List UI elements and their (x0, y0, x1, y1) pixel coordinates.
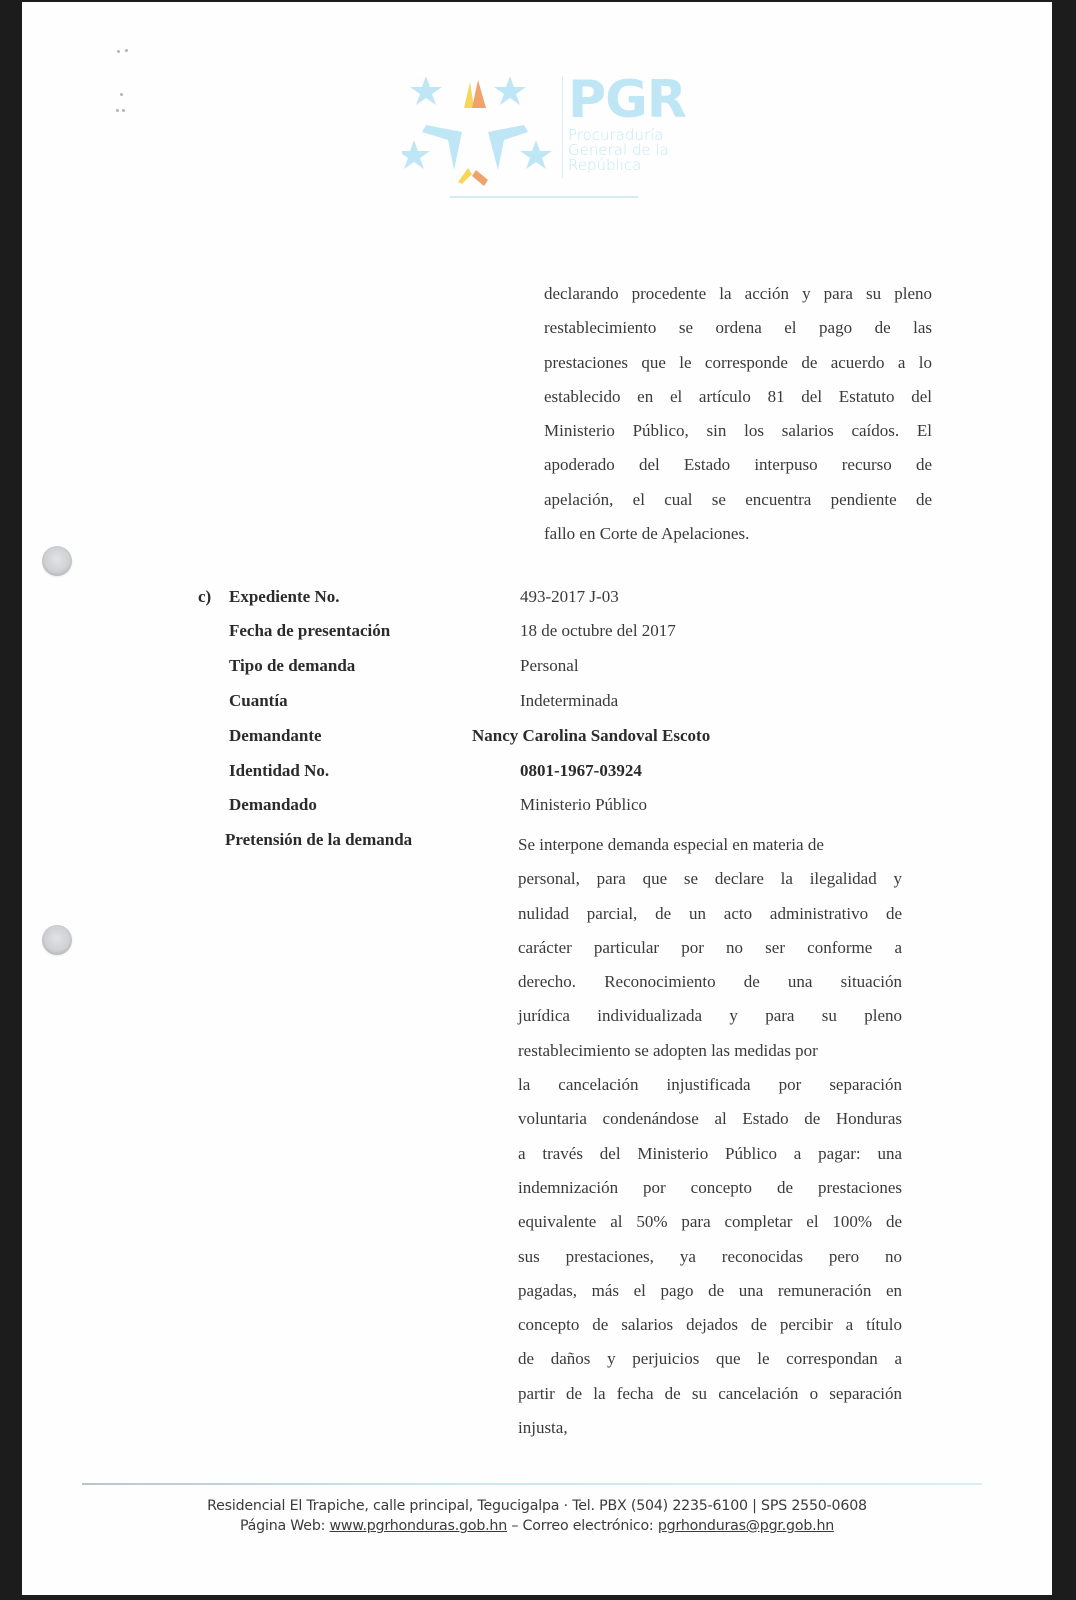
case-row-cuantia (0, 689, 1030, 713)
field-value: 18 de octubre del 2017 (520, 621, 676, 640)
field-label: Tipo de demanda (229, 656, 356, 675)
pgr-logo (402, 70, 722, 220)
field-label: Identidad No. (229, 761, 330, 780)
case-row-expediente (0, 585, 1030, 609)
punch-hole-bottom (42, 925, 72, 955)
case-row-identidad (0, 759, 1030, 783)
logo-divider (562, 76, 563, 178)
field-label: Expediente No. (229, 587, 340, 606)
star-emblem-icon (402, 70, 562, 200)
case-row-fecha (0, 619, 1030, 643)
field-value: Ministerio Público (520, 795, 648, 814)
footer-contact: Página Web: www.pgrhonduras.gob.hn – Correo electrónico: pgrhonduras@pgr.gob.hn (239, 1518, 835, 1534)
logo-tagline (450, 196, 638, 198)
website-link[interactable]: www.pgrhonduras.gob.hn (329, 1518, 508, 1534)
field-value: Indeterminada (520, 691, 619, 710)
field-value: Personal (520, 656, 579, 675)
punch-hole-top (42, 546, 72, 576)
case-marker: c) (198, 587, 212, 606)
document-page (22, 2, 1052, 1595)
scan-artifacts (92, 42, 132, 132)
footer-divider (82, 1483, 982, 1485)
field-label: Fecha de presentación (229, 621, 391, 640)
field-label: Demandado (229, 795, 317, 814)
field-value: 0801-1967-03924 (520, 761, 642, 780)
logo-name: Procuraduría General de la República (568, 126, 669, 174)
footer-address: Residencial El Trapiche, calle principal, Tegucigalpa · Tel. PBX (504) 2235-6100 | SPS 2550-0608 (207, 1498, 867, 1514)
field-label: Cuantía (229, 691, 288, 710)
continuation-paragraph: declarando procedente la acción y para su pleno restablecimiento se ordena el pago de las prestaciones que le corresponde de acuerdo a lo establecido en el artículo 81 del Estatuto del Ministerio Público, sin los salarios caídos. El apoderado del Estado interpuso recurso de apelación, el cual se encuentra pendiente de fallo en Corte de Apelaciones. (544, 284, 932, 544)
logo-acronym: PGR (568, 70, 686, 130)
field-value: Nancy Carolina Sandoval Escoto (472, 726, 711, 745)
case-row-demandado (0, 793, 1030, 817)
field-value: 493-2017 J-03 (520, 587, 619, 606)
case-row-tipo (0, 654, 1030, 678)
email-link[interactable]: pgrhonduras@pgr.gob.hn (657, 1518, 835, 1534)
pretension-paragraph: Se interpone demanda especial en materia de personal, para que se declare la ilegalidad y nulidad parcial, de un acto administrativo de carácter particular por no ser conforme a derecho. Reconocimiento de una situación jurídica individualizada y para su pleno restablecimiento se adopten las medidas por la cancelación injustificada por separación voluntaria condenándose al Estado de Honduras a través del Ministerio Público a pagar: una indemnización por concepto de prestaciones equivalente al 50% para completar el 100% de sus prestaciones, ya reconocidas pero no pagadas, más el pago de una remuneración en concepto de salarios dejados de percibir a título de daños y perjuicios que le correspondan a partir de la fecha de su cancelación o separación injusta, (518, 835, 902, 1438)
field-label: Demandante (229, 726, 322, 745)
case-row-demandante (0, 724, 1030, 748)
field-label: Pretensión de la demanda (225, 830, 413, 849)
